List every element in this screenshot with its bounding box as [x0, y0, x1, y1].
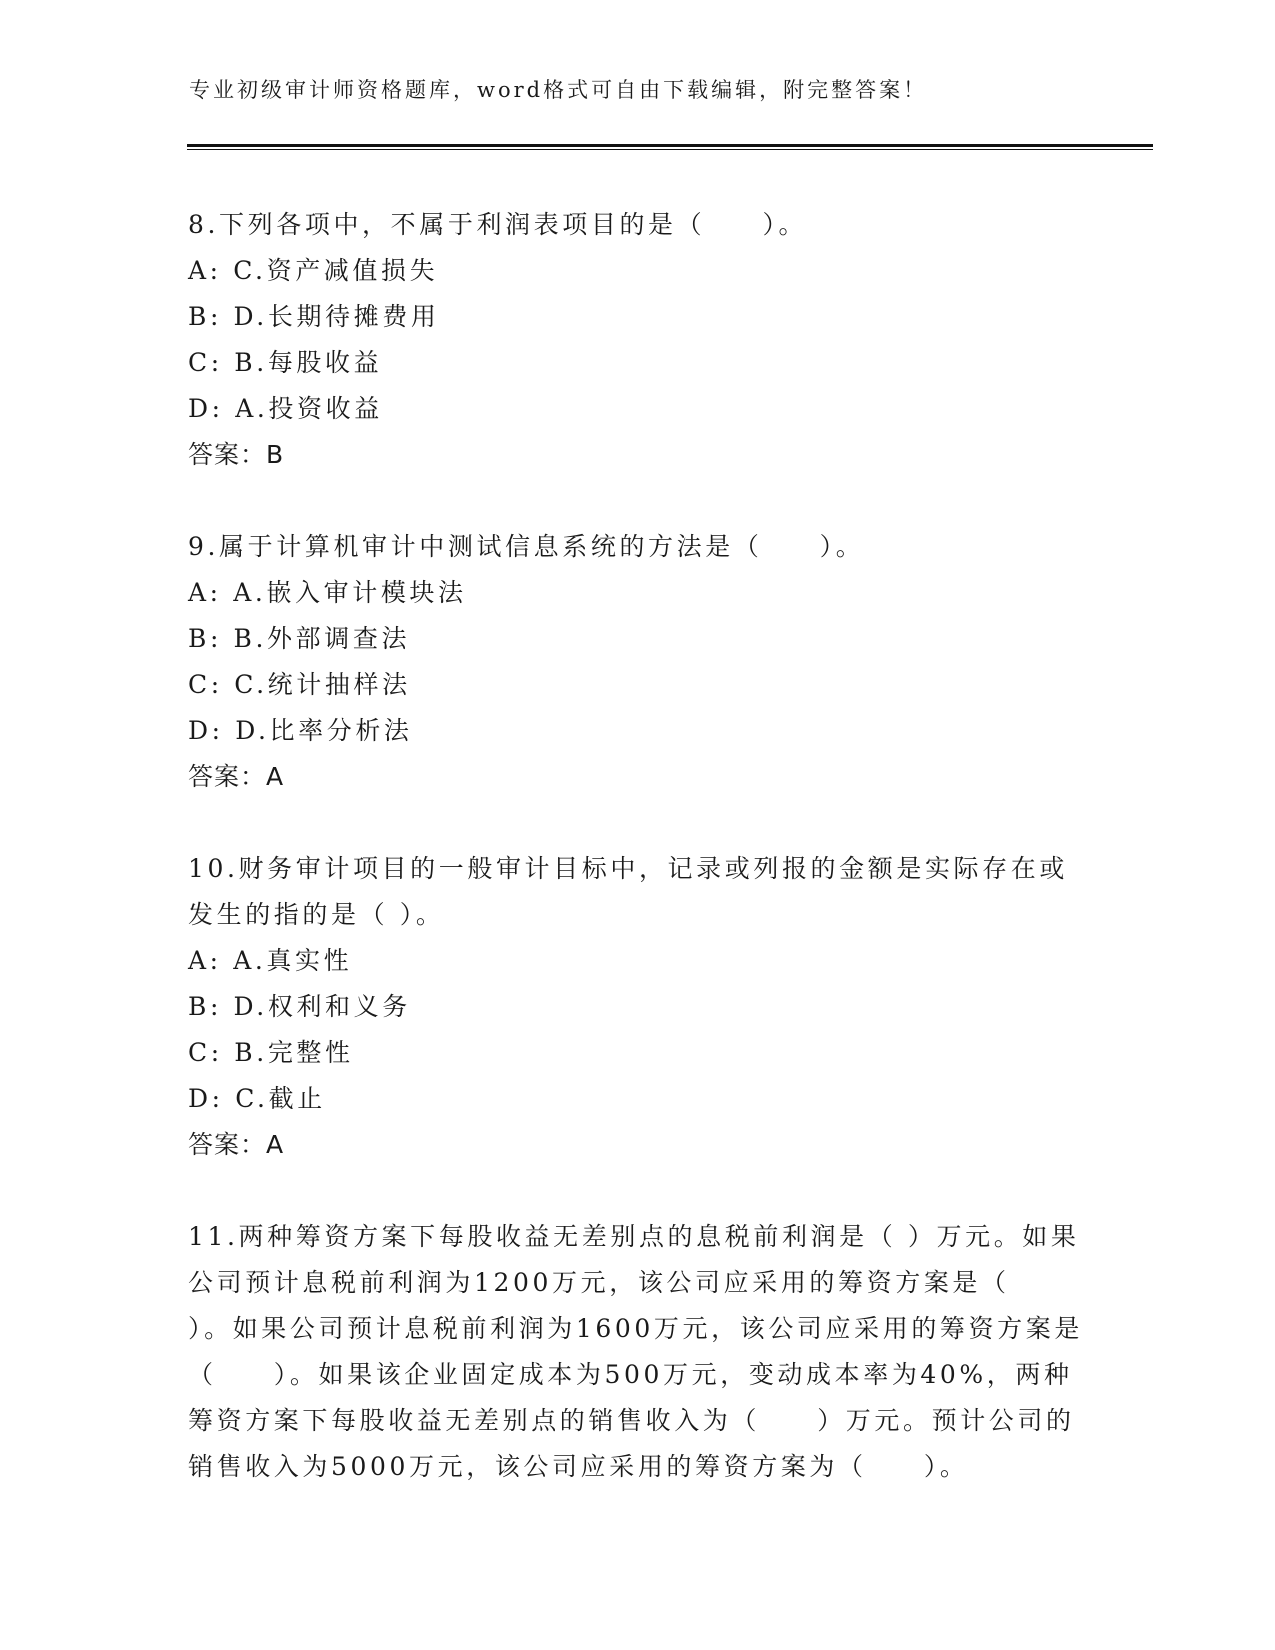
question-11 — [188, 1214, 1088, 1490]
option-c: C: B.完整性 — [188, 1038, 354, 1067]
page-header-text: 专业初级审计师资格题库，word格式可自由下载编辑，附完整答案！ — [189, 78, 928, 102]
option-b: B: B.外部调查法 — [188, 624, 411, 653]
option-a: A: A.真实性 — [188, 946, 353, 975]
answer: 答案：A — [188, 1130, 285, 1159]
option-c: C: B.每股收益 — [188, 348, 383, 377]
answer: 答案：B — [188, 440, 285, 469]
question-stem: 8.下列各项中，不属于利润表项目的是（ ）。 — [188, 210, 808, 239]
header-rule-thick — [187, 144, 1153, 147]
option-a: A: C.资产减值损失 — [188, 256, 439, 285]
option-d: D: C.截止 — [188, 1084, 326, 1113]
option-a: A: A.嵌入审计模块法 — [188, 578, 467, 607]
question-list — [188, 202, 1088, 1536]
question-9 — [188, 524, 1088, 800]
question-stem: 10.财务审计项目的一般审计目标中，记录或列报的金额是实际存在或发生的指的是（ ）。 — [188, 854, 1068, 929]
option-b: B: D.权利和义务 — [188, 992, 411, 1021]
question-stem: 11.两种筹资方案下每股收益无差别点的息税前利润是（ ）万元。如果公司预计息税前利润为1200万元，该公司应采用的筹资方案是（ ）。如果公司预计息税前利润为1600万元，该公司应采用的筹资方案是（ ）。如果该企业固定成本为500万元，变动成本率为40%，两种筹资方案下每股收益无差别点的销售收入为（ ）万元。预计公司的销售收入为5000万元，该公司应采用的筹资方案为（ ）。 — [188, 1222, 1083, 1481]
option-b: B: D.长期待摊费用 — [188, 302, 440, 331]
answer: 答案：A — [188, 762, 285, 791]
option-d: D: A.投资收益 — [188, 394, 383, 423]
question-stem: 9.属于计算机审计中测试信息系统的方法是（ ）。 — [188, 532, 865, 561]
option-d: D: D.比率分析法 — [188, 716, 413, 745]
question-8 — [188, 202, 1088, 478]
question-10 — [188, 846, 1088, 1168]
option-c: C: C.统计抽样法 — [188, 670, 411, 699]
header-rule-thin — [187, 149, 1153, 150]
